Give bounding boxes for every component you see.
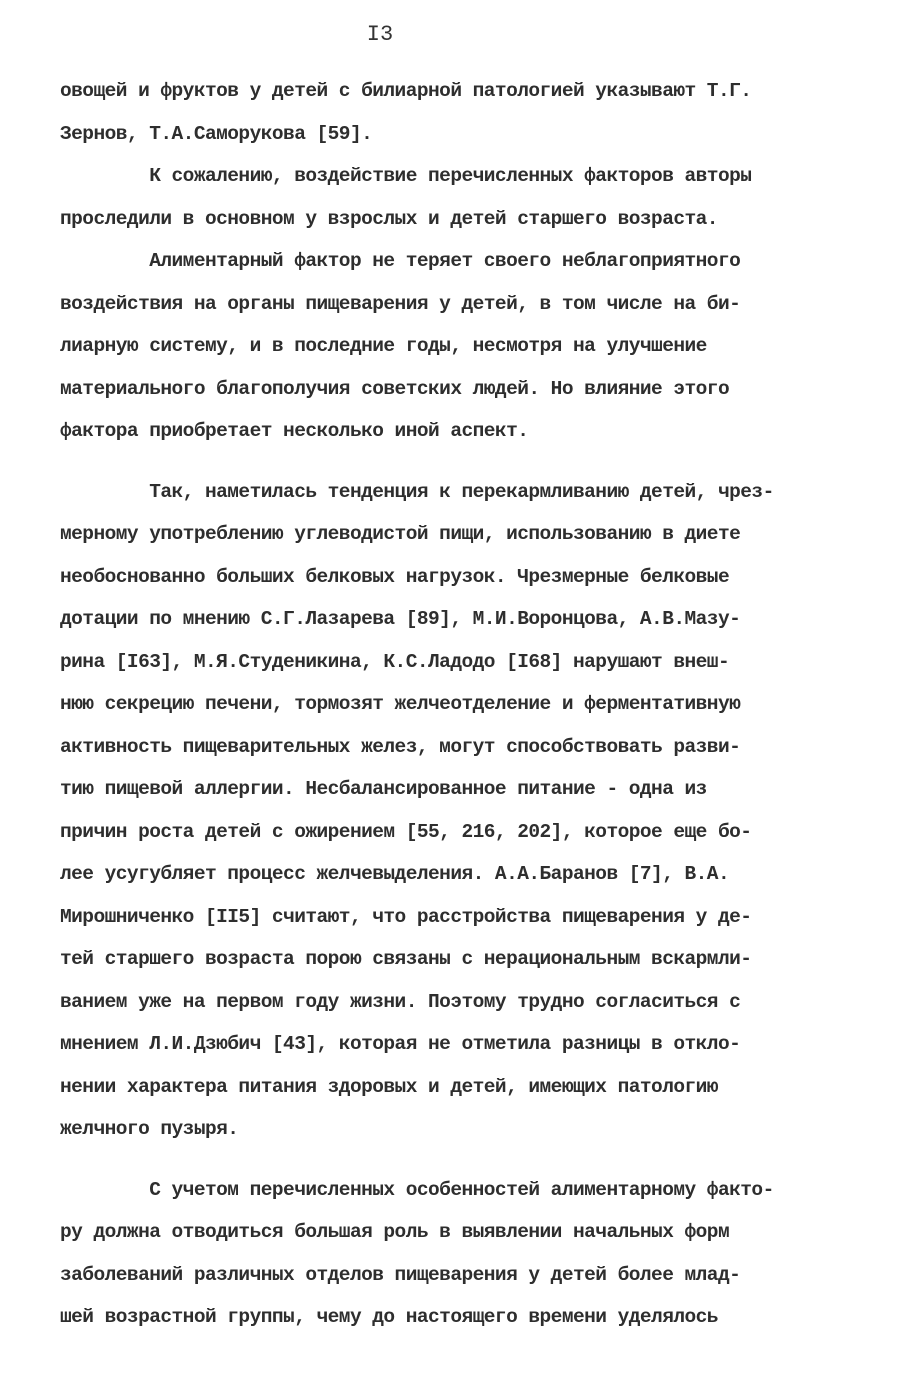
text-line: С учетом перечисленных особенностей алиментарному факто- xyxy=(60,1178,774,1201)
text-line: мерному употреблению углеводистой пищи, использованию в диете xyxy=(60,523,741,545)
paragraph-gap xyxy=(60,453,860,471)
text-line: овощей и фруктов у детей с билиарной патологией указывают Т.Г. xyxy=(60,80,752,102)
text-line: желчного пузыря. xyxy=(60,1118,239,1140)
text-line: Так, наметилась тенденция к перекармливанию детей, чрез- xyxy=(60,480,774,503)
text-line: нении характера питания здоровых и детей, имеющих патологию xyxy=(60,1075,718,1098)
text-body xyxy=(60,70,860,1339)
text-line: необоснованно больших белковых нагрузок. Чрезмерные белковые xyxy=(60,565,730,588)
text-line: мнением Л.И.Дзюбич [43], которая не отметила разницы в откло- xyxy=(60,1033,741,1055)
text-line: ру должна отводиться большая роль в выявлении начальных форм xyxy=(60,1221,730,1243)
text-line: ванием уже на первом году жизни. Поэтому трудно согласиться с xyxy=(60,990,741,1013)
text-line: тей старшего возраста порою связаны с нерациональным вскармли- xyxy=(60,948,752,970)
text-line: шей возрастной группы, чему до настоящего времени уделялось xyxy=(60,1306,718,1328)
text-line: проследили в основном у взрослых и детей старшего возраста. xyxy=(60,207,718,230)
text-line: активность пищеварительных желез, могут способствовать разви- xyxy=(60,735,741,758)
page-number: I3 xyxy=(366,22,394,47)
text-line: тию пищевой аллергии. Несбалансированное питание - одна из xyxy=(60,778,707,800)
text-line: Зернов, Т.А.Саморукова [59]. xyxy=(60,122,373,145)
text-line: нюю секрецию печени, тормозят желчеотделение и ферментативную xyxy=(60,693,741,715)
text-line: Алиментарный фактор не теряет своего неблагоприятного xyxy=(60,250,741,272)
text-line: дотации по мнению С.Г.Лазарева [89], М.И.Воронцова, А.В.Мазу- xyxy=(60,608,741,630)
text-line: материального благополучия советских людей. Но влияние этого xyxy=(60,377,730,400)
text-line: рина [I63], М.Я.Студеникина, К.С.Ладодо [I68] нарушают внеш- xyxy=(60,650,730,673)
paragraph-gap xyxy=(60,1151,860,1169)
text-line: лиарную систему, и в последние годы, несмотря на улучшение xyxy=(60,335,707,357)
text-line: лее усугубляет процесс желчевыделения. А.А.Баранов [7], В.А. xyxy=(60,863,730,885)
text-line: К сожалению, воздействие перечисленных факторов авторы xyxy=(60,165,752,187)
text-line: причин роста детей с ожирением [55, 216, 202], которое еще бо- xyxy=(60,820,752,843)
text-line: Мирошниченко [II5] считают, что расстройства пищеварения у де- xyxy=(60,905,752,928)
text-line: заболеваний различных отделов пищеварения у детей более млад- xyxy=(60,1263,741,1286)
text-line: воздействия на органы пищеварения у детей, в том числе на би- xyxy=(60,292,741,315)
text-line: фактора приобретает несколько иной аспект. xyxy=(60,420,529,442)
